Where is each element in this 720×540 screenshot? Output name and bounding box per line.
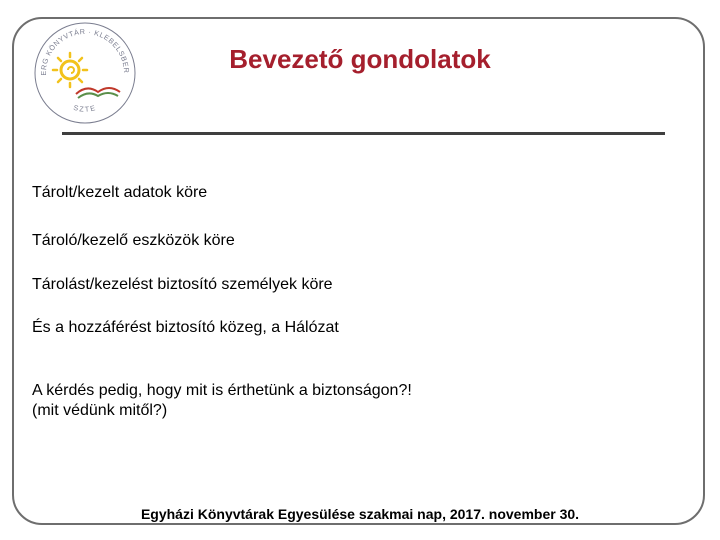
bullet-text: Tárolást/kezelést biztosító személyek köre bbox=[32, 276, 333, 293]
title-divider bbox=[62, 132, 665, 135]
open-book-icon bbox=[76, 88, 120, 98]
page-title: Bevezető gondolatok bbox=[229, 44, 491, 74]
sun-icon bbox=[53, 53, 87, 87]
library-logo bbox=[32, 20, 138, 126]
bullet-text: Tárolt/kezelt adatok köre bbox=[32, 184, 208, 201]
footer-text: Egyházi Könyvtárak Egyesülése szakmai nap, 2017. november 30. bbox=[140, 506, 580, 522]
bullet-question: A kérdés pedig, hogy mit is érthetünk a biztonságon?! (mit védünk mitől?) bbox=[32, 382, 412, 419]
svg-text:KLEBELSBERG KÖNYVTÁR · KLEBELS: ERG KÖNYVTÁR · KLEBELSBER bbox=[38, 26, 132, 76]
svg-text:SZTE: SZTE bbox=[72, 102, 98, 114]
bullet-text: Tároló/kezelő eszközök köre bbox=[32, 232, 235, 249]
bullet-text: És a hozzáférést biztosító közeg, a Hálózat bbox=[32, 319, 339, 336]
